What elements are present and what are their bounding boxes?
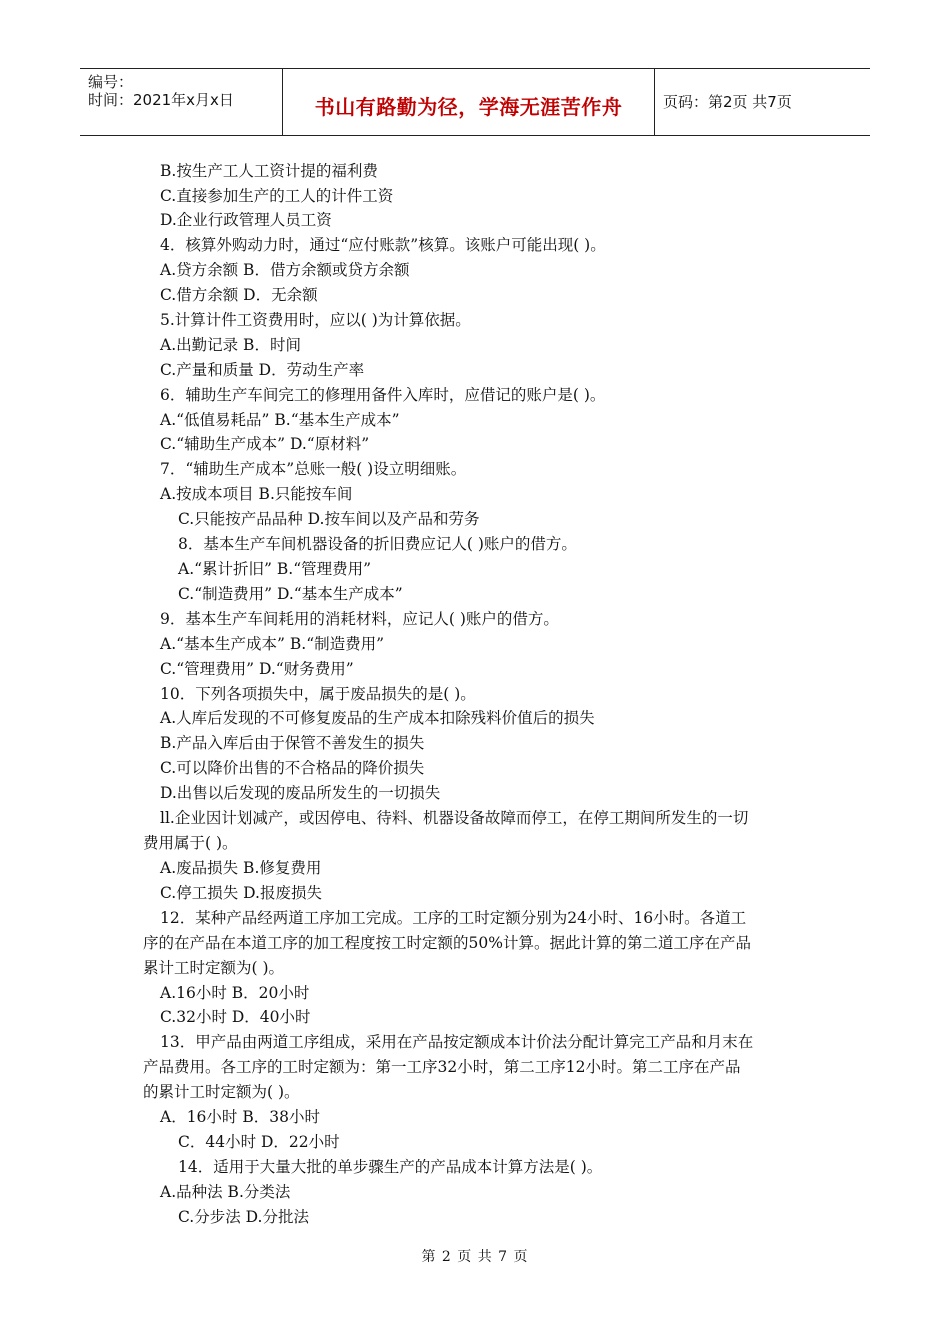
option-line: C.“管理费用” D.“财务费用”: [160, 660, 354, 678]
option-line: A.“基本生产成本” B.“制造费用”: [160, 635, 385, 653]
question-line: 序的在产品在本道工序的加工程度按工时定额的50%计算。据此计算的第二道工序在产品: [143, 934, 751, 952]
question-line: 8．基本生产车间机器设备的折旧费应记人( )账户的借方。: [178, 535, 577, 553]
option-line: A．16小时 B．38小时: [160, 1108, 320, 1126]
option-line: C.产量和质量 D．劳动生产率: [160, 361, 365, 379]
question-line: 费用属于( )。: [143, 834, 238, 852]
option-line: A.16小时 B．20小时: [160, 984, 310, 1002]
option-line: C.停工损失 D.报废损失: [160, 884, 322, 902]
question-line: 10．下列各项损失中，属于废品损失的是( )。: [160, 685, 476, 703]
text-line: B.按生产工人工资计提的福利费: [160, 162, 378, 180]
option-line: D.出售以后发现的废品所发生的一切损失: [160, 784, 441, 802]
option-line: A.废品损失 B.修复费用: [160, 859, 322, 877]
option-line: A.人库后发现的不可修复废品的生产成本扣除残料价值后的损失: [160, 709, 595, 727]
question-line: 的累计工时定额为( )。: [143, 1083, 300, 1101]
question-line: 6．辅助生产车间完工的修理用备件入库时，应借记的账户是( )。: [160, 386, 606, 404]
question-line: 12．某种产品经两道工序加工完成。工序的工时定额分别为24小时、16小时。各道工: [160, 909, 747, 927]
option-line: A.“低值易耗品” B.“基本生产成本”: [160, 411, 400, 429]
question-line: ll.企业因计划减产，或因停电、待料、机器设备故障而停工，在停工期间所发生的一切: [160, 809, 749, 827]
option-line: A.贷方余额 B．借方余额或贷方余额: [160, 261, 410, 279]
header-page-cell: [655, 69, 870, 135]
text-line: D.企业行政管理人员工资: [160, 211, 332, 229]
question-line: 5.计算计件工资费用时，应以( )为计算依据。: [160, 311, 471, 329]
header-meta-cell: [80, 69, 283, 135]
header-motto-cell: [283, 69, 655, 135]
header-motto: 书山有路勤为径，学海无涯苦作舟: [314, 95, 623, 119]
question-line: 14．适用于大量大批的单步骤生产的产品成本计算方法是( )。: [178, 1158, 603, 1176]
option-line: A.“累计折旧” B.“管理费用”: [178, 560, 372, 578]
page-footer: 第 2 页 共 7 页: [421, 1249, 529, 1265]
option-line: C.借方余额 D．无余额: [160, 286, 318, 304]
question-line: 7．“辅助生产成本”总账一般( )设立明细账。: [160, 460, 467, 478]
option-line: C.“制造费用” D.“基本生产成本”: [178, 585, 403, 603]
option-line: A.品种法 B.分类法: [160, 1183, 291, 1201]
option-line: C.只能按产品品种 D.按车间以及产品和劳务: [178, 510, 480, 528]
question-line: 产品费用。各工序的工时定额为：第一工序32小时，第二工序12小时。第二工序在产品: [143, 1058, 741, 1076]
option-line: C.可以降价出售的不合格品的降价损失: [160, 759, 425, 777]
document-date: 时间：2021年x月x日: [88, 91, 234, 109]
document-number-label: 编号：: [88, 73, 134, 91]
question-line: 累计工时定额为( )。: [143, 959, 285, 977]
question-line: 13．甲产品由两道工序组成，采用在产品按定额成本计价法分配计算完工产品和月末在: [160, 1033, 754, 1051]
option-line: C.分步法 D.分批法: [178, 1208, 309, 1226]
question-line: 4．核算外购动力时，通过“应付账款”核算。该账户可能出现( )。: [160, 236, 606, 254]
page-header: [80, 68, 870, 136]
option-line: C.32小时 D．40小时: [160, 1008, 311, 1026]
text-line: C.直接参加生产的工人的计件工资: [160, 187, 394, 205]
option-line: A.按成本项目 B.只能按车间: [160, 485, 353, 503]
option-line: A.出勤记录 B．时间: [160, 336, 301, 354]
page-indicator: 页码：第2页 共7页: [663, 93, 792, 111]
option-line: B.产品入库后由于保管不善发生的损失: [160, 734, 425, 752]
option-line: C．44小时 D．22小时: [178, 1133, 340, 1151]
option-line: C.“辅助生产成本” D.“原材料”: [160, 435, 370, 453]
question-line: 9．基本生产车间耗用的消耗材料，应记人( )账户的借方。: [160, 610, 559, 628]
